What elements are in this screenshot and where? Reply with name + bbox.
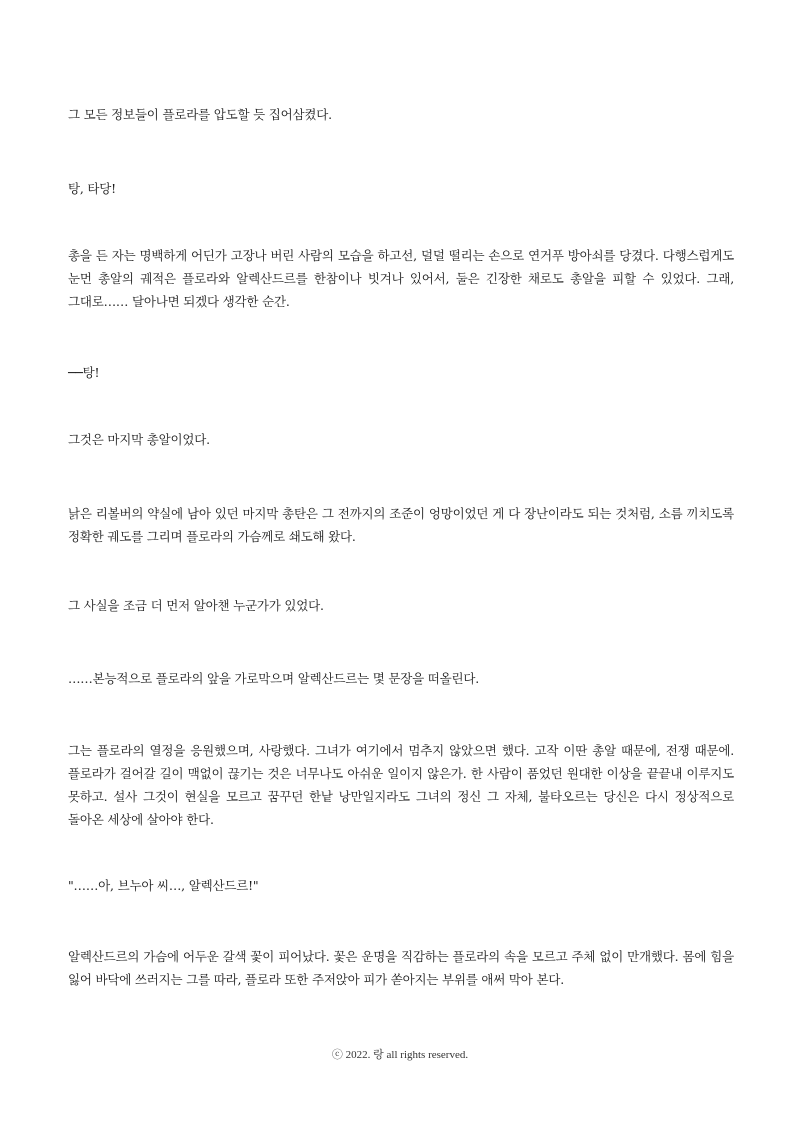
copyright-footer: ⓒ 2022. 랑 all rights reserved. — [331, 1049, 469, 1061]
paragraph-8: ……본능적으로 플로라의 앞을 가로막으며 알렉산드르는 몇 문장을 떠올린다. — [68, 671, 480, 686]
paragraph-1: 그 모든 정보들이 플로라를 압도할 듯 집어삼켰다. — [68, 107, 332, 122]
paragraph-5: 그것은 마지막 총알이었다. — [68, 432, 210, 447]
paragraph-4: ──탕! — [68, 365, 100, 380]
paragraph-7: 그 사실을 조금 더 먼저 알아챈 누군가가 있었다. — [68, 598, 324, 613]
paragraph-6: 낡은 리볼버의 약실에 남아 있던 마지막 총탄은 그 전까지의 조준이 엉망이었던 게 다 장난이라도 되는 것처럼, 소름 끼치도록 정확한 궤도를 그리며 플로라의 가슴께로 쇄도해 왔다. — [68, 506, 734, 544]
paragraph-2: 탕, 타당! — [68, 181, 116, 196]
document-page — [68, 0, 734, 1135]
paragraph-9: 그는 플로라의 열정을 응원했으며, 사랑했다. 그녀가 여기에서 멈추지 않았으면 했다. 고작 이딴 총알 때문에, 전쟁 때문에. 플로라가 걸어갈 길이 맥없이 끊기는 것은 너무나도 아쉬운 일이지 않은가. 한 사람이 품었던 원대한 이상을 끝끝내 이루지도 못하고. 설사 그것이 현실을 모르고 꿈꾸던 한낱 낭만일지라도 그녀의 정신 그 자체, 불타오르는 당신은 다시 정상적으로 돌아온 세상에 살아야 한다. — [68, 743, 734, 827]
paragraph-3: 총을 든 자는 명백하게 어딘가 고장나 버린 사람의 모습을 하고선, 덜덜 떨리는 손으로 연거푸 방아쇠를 당겼다. 다행스럽게도 눈먼 총알의 궤적은 플로라와 알렉산드르를 한참이나 빗겨나 있어서, 둘은 긴장한 채로도 총알을 피할 수 있었다. 그래, 그대로…… 달아나면 되겠다 생각한 순간. — [68, 248, 734, 309]
paragraph-11: 알렉산드르의 가슴에 어두운 갈색 꽃이 피어났다. 꽃은 운명을 직감하는 플로라의 속을 모르고 주체 없이 만개했다. 몸에 힘을 잃어 바닥에 쓰러지는 그를 따라, 플로라 또한 주저앉아 피가 쏟아지는 부위를 애써 막아 본다. — [68, 949, 734, 987]
paragraph-10: "……아, 브누아 씨…, 알렉산드르!" — [68, 878, 259, 893]
